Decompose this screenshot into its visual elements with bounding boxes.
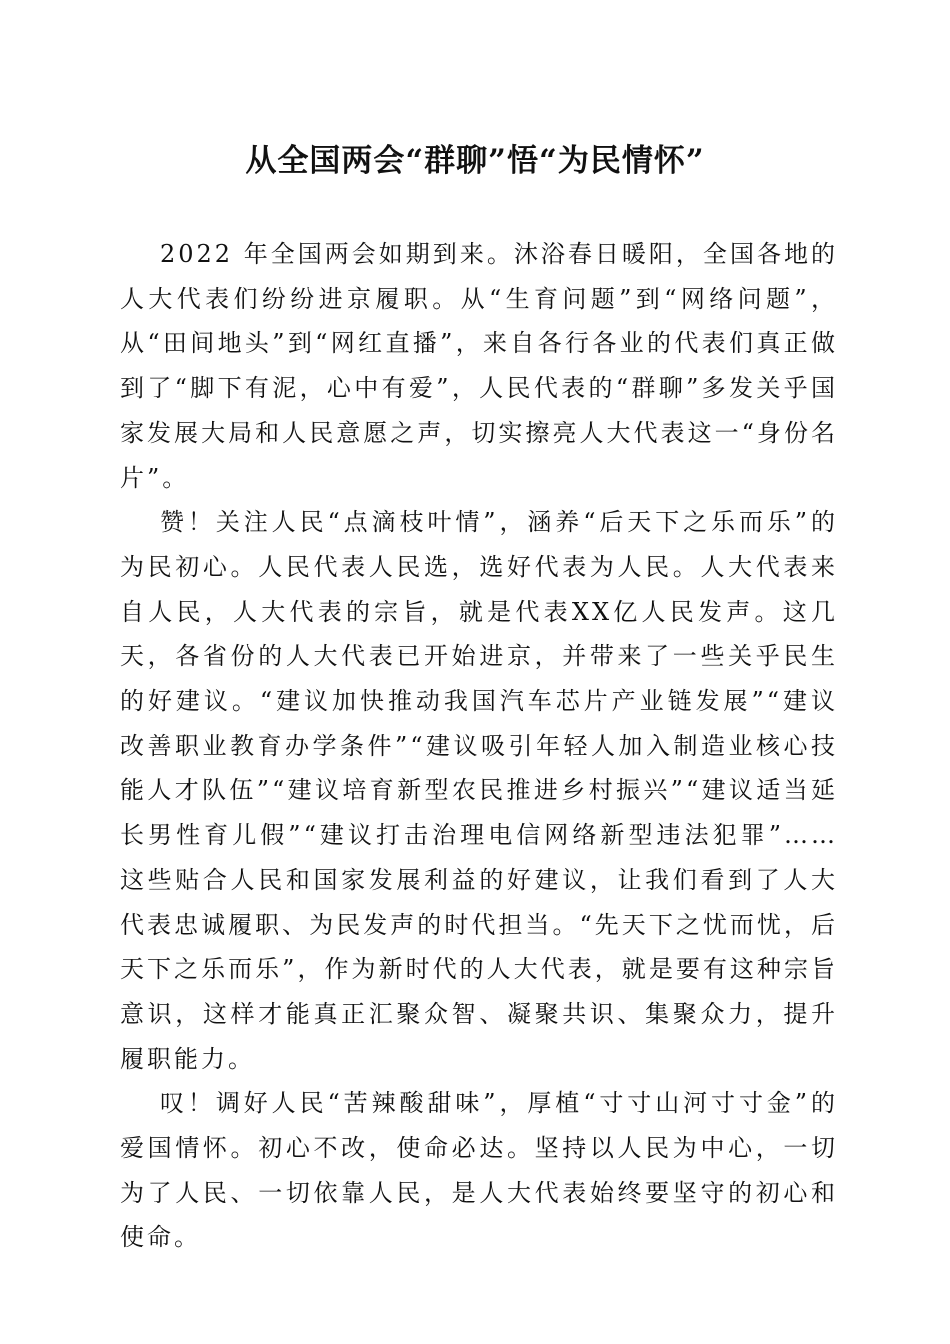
paragraph-intro: 2022 年全国两会如期到来。沐浴春日暖阳，全国各地的人大代表们纷纷进京履职。从“生育问题”到“网络问题”，从“田间地头”到“网红直播”，来自各行各业的代表们真正做到了“脚下有泥，心中有爱”，人民代表的“群聊”多发关乎国家发展大局和人民意愿之声，切实擦亮人大代表这一“身份名片”。 xyxy=(120,240,838,492)
document-title: 从全国两会“群聊”悟“为民情怀” xyxy=(245,143,705,179)
document-body xyxy=(120,232,838,1260)
paragraph-sigh: 叹！调好人民“苦辣酸甜味”，厚植“寸寸山河寸寸金”的爱国情怀。初心不改，使命必达。坚持以人民为中心，一切为了人民、一切依靠人民，是人大代表始终要坚守的初心和使命。 xyxy=(120,1089,838,1252)
paragraph-praise: 赞！关注人民“点滴枝叶情”，涵养“后天下之乐而乐”的为民初心。人民代表人民选，选好代表为人民。人大代表来自人民，人大代表的宗旨，就是代表XX亿人民发声。这几天，各省份的人大代表已开始进京，并带来了一些关乎民生的好建议。“建议加快推动我国汽车芯片产业链发展”“建议改善职业教育办学条件”“建议吸引年轻人加入制造业核心技能人才队伍”“建议培育新型农民推进乡村振兴”“建议适当延长男性育儿假”“建议打击治理电信网络新型违法犯罪”……这些贴合人民和国家发展利益的好建议，让我们看到了人大代表忠诚履职、为民发声的时代担当。“先天下之忧而忧，后天下之乐而乐”，作为新时代的人大代表，就是要有这种宗旨意识，这样才能真正汇聚众智、凝聚共识、集聚众力，提升履职能力。 xyxy=(120,508,838,1073)
